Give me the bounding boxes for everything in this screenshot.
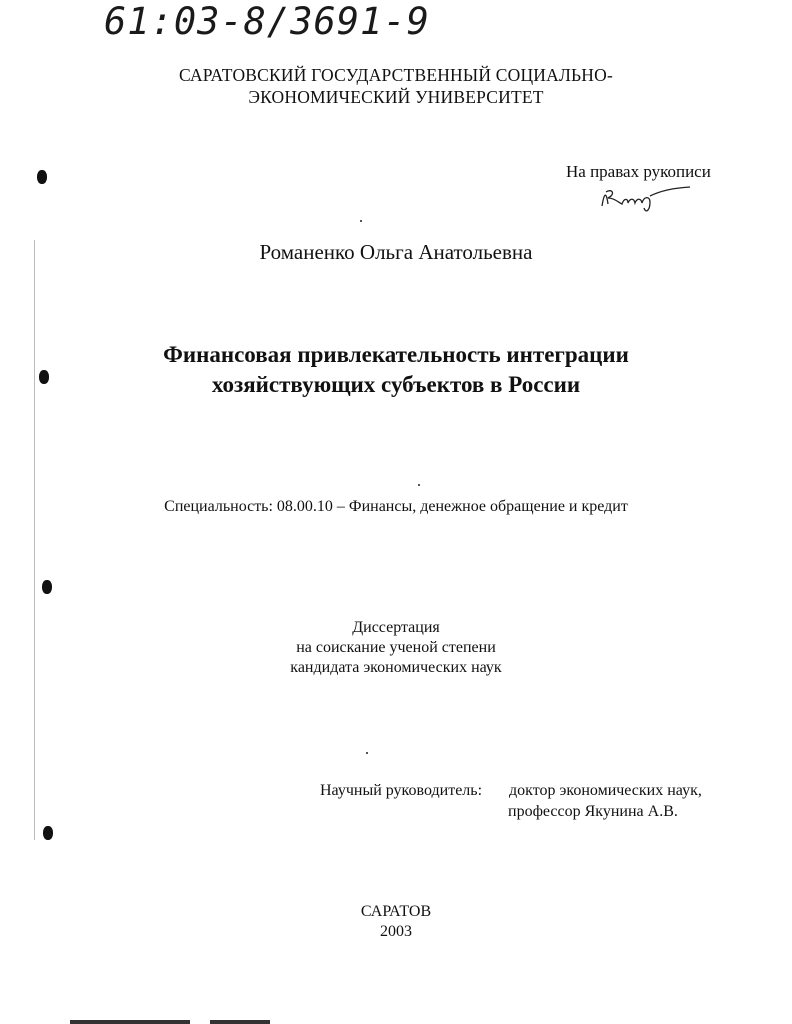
- title-line-1: Финансовая привлекательность интеграции: [163, 342, 629, 367]
- margin-line: [34, 240, 35, 840]
- dissertation-line-3: кандидата экономических наук: [290, 659, 502, 676]
- city-year: [0, 902, 792, 942]
- dissertation-line-1: Диссертация: [352, 619, 440, 636]
- university-line-1: САРАТОВСКИЙ ГОСУДАРСТВЕННЫЙ СОЦИАЛЬНО-: [178, 65, 614, 85]
- university-line-2: ЭКОНОМИЧЕСКИЙ УНИВЕРСИТЕТ: [248, 87, 544, 107]
- dissertation-description: [0, 618, 792, 678]
- title-line-2: хозяйствующих субъектов в России: [211, 372, 581, 397]
- scan-speck: [360, 220, 362, 222]
- archive-number: 61:03-8/3691-9: [104, 0, 430, 43]
- dissertation-title: [0, 340, 792, 400]
- scan-speck: [366, 752, 368, 754]
- binding-hole: [39, 370, 49, 384]
- signature-icon: [598, 184, 694, 214]
- supervisor-degree: доктор экономических наук,: [509, 782, 702, 799]
- scan-edge: [210, 1020, 270, 1024]
- specialty: Специальность: 08.00.10 – Финансы, денежное обращение и кредит: [164, 498, 628, 515]
- supervisor-label: Научный руководитель:: [320, 782, 483, 799]
- binding-hole: [42, 580, 52, 594]
- scan-edge: [70, 1020, 190, 1024]
- year: 2003: [380, 923, 412, 940]
- binding-hole: [43, 826, 53, 840]
- author-name: Романенко Ольга Анатольевна: [259, 240, 533, 264]
- supervisor-name: профессор Якунина А.В.: [508, 803, 678, 820]
- manuscript-note: На правах рукописи: [566, 162, 711, 181]
- university-header: [0, 64, 792, 108]
- city: САРАТОВ: [360, 903, 432, 920]
- binding-hole: [37, 170, 47, 184]
- scan-speck: [418, 484, 420, 486]
- dissertation-line-2: на соискание ученой степени: [296, 639, 496, 656]
